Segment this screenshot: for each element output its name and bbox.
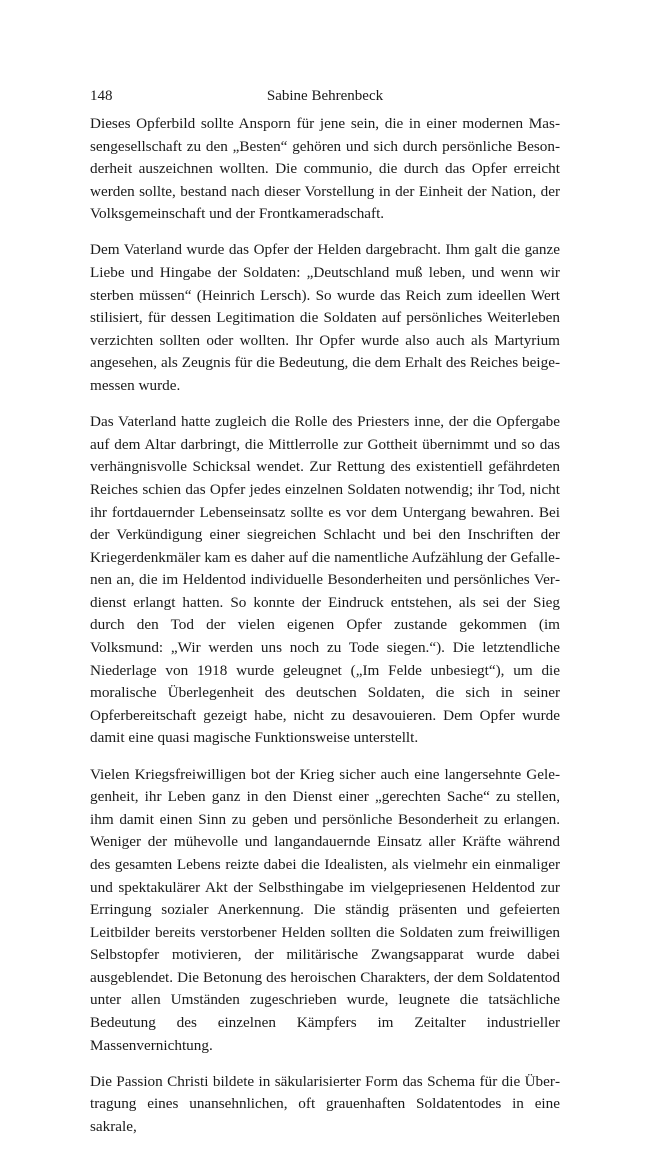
paragraph-1: Dieses Opferbild sollte Ansporn für jene sein, die in einer modernen Massengesellschaft zu den „Besten“ gehören und sich durch persönliche Besonderheit auszeichnen wollten. Die communio, die durch das Opfer erreicht werden sollte, bestand nach dieser Vorstellung in der Einheit der Nation, der Volksgemeinschaft und der Frontkameradschaft. [90,115,560,223]
paragraph-2: Dem Vaterland wurde das Opfer der Helden dargebracht. Ihm galt die ganze Liebe und Hingabe der Soldaten: „Deutschland muß leben, und wenn wir sterben müssen“ (Heinrich Lersch). So wurde das Reich zum ideellen Wert stilisiert, für dessen Legitimation die Soldaten auf persönliches Weiterleben verzichten sollten oder wollten. Ihr Opfer wurde also auch als Martyrium angesehen, als Zeugnis für die Bedeutung, die dem Erhalt des Reiches beigemessen wurde. [90,241,560,395]
body-text [90,113,560,1152]
running-header [90,85,560,107]
running-title: Sabine Behrenbeck [266,88,384,104]
paragraph-3: Das Vaterland hatte zugleich die Rolle des Priesters inne, der die Opfergabe auf dem Altar darbringt, die Mittlerrolle zur Gottheit übernimmt und so das verhängnisvolle Schicksal wendet. Zur Rettung des existentiell gefährdeten Reiches schien das Opfer jedes einzelnen Soldaten notwendig; ihr Tod, nicht ihr fortdauernder Lebenseinsatz sollte es vor dem Untergang bewahren. Bei der Verkündigung einer siegreichen Schlacht und bei den Inschriften der Kriegerdenkmäler kam es daher auf die namentliche Aufzählung der Gefallenen an, die im Heldentod individuelle Besonderheiten und persönliches Verdienst erlangt hatten. So konnte der Eindruck entstehen, als sei der Sieg durch den Tod der vielen eigenen Opfer zustande gekommen (im Volksmund: „Wir werden uns noch zu Tode siegen.“). Die letztendliche Niederlage von 1918 wurde geleugnet („Im Felde unbesiegt“), um die moralische Überlegenheit des deutschen Soldaten, die sich in seiner Opferbereitschaft gezeigt habe, nicht zu desavouieren. Dem Opfer wurde damit eine quasi magische Funktionsweise unterstellt. [90,413,560,747]
paragraph-4: Vielen Kriegsfreiwilligen bot der Krieg sicher auch eine langersehnte Gelegenheit, ihr Leben ganz in den Dienst einer „gerechten Sache“ zu stellen, ihm damit einen Sinn zu geben und persönliche Besonderheit zu erlangen. Weniger der mühevolle und langandauernde Einsatz aller Kräfte während des gesamten Lebens reizte dabei die Idealisten, als vielmehr ein einmaliger und spektakulärer Akt der Selbsthingabe im vielgepriesenen Heldentod zur Erringung sozialer Anerkennung. Die ständig präsenten und gefeierten Leitbilder bereits verstorbener Helden sollten die Soldaten zum freiwilligen Selbstopfer motivieren, der militärische Zwangsapparat wurde dabei ausgeblendet. Die Betonung des heroischen Charakters, der dem Soldatentod unter allen Umständen zugeschrieben wurde, leugnete die tatsächliche Bedeutung des einzelnen Kämpfers im Zeitalter industrieller Massenvernichtung. [90,765,560,1054]
paragraph-5: Die Passion Christi bildete in säkularisierter Form das Schema für die Übertragung eines unansehnlichen, oft grauenhaften Soldatentodes in eine sakrale, [90,1072,560,1135]
page-number: 148 [90,88,113,104]
